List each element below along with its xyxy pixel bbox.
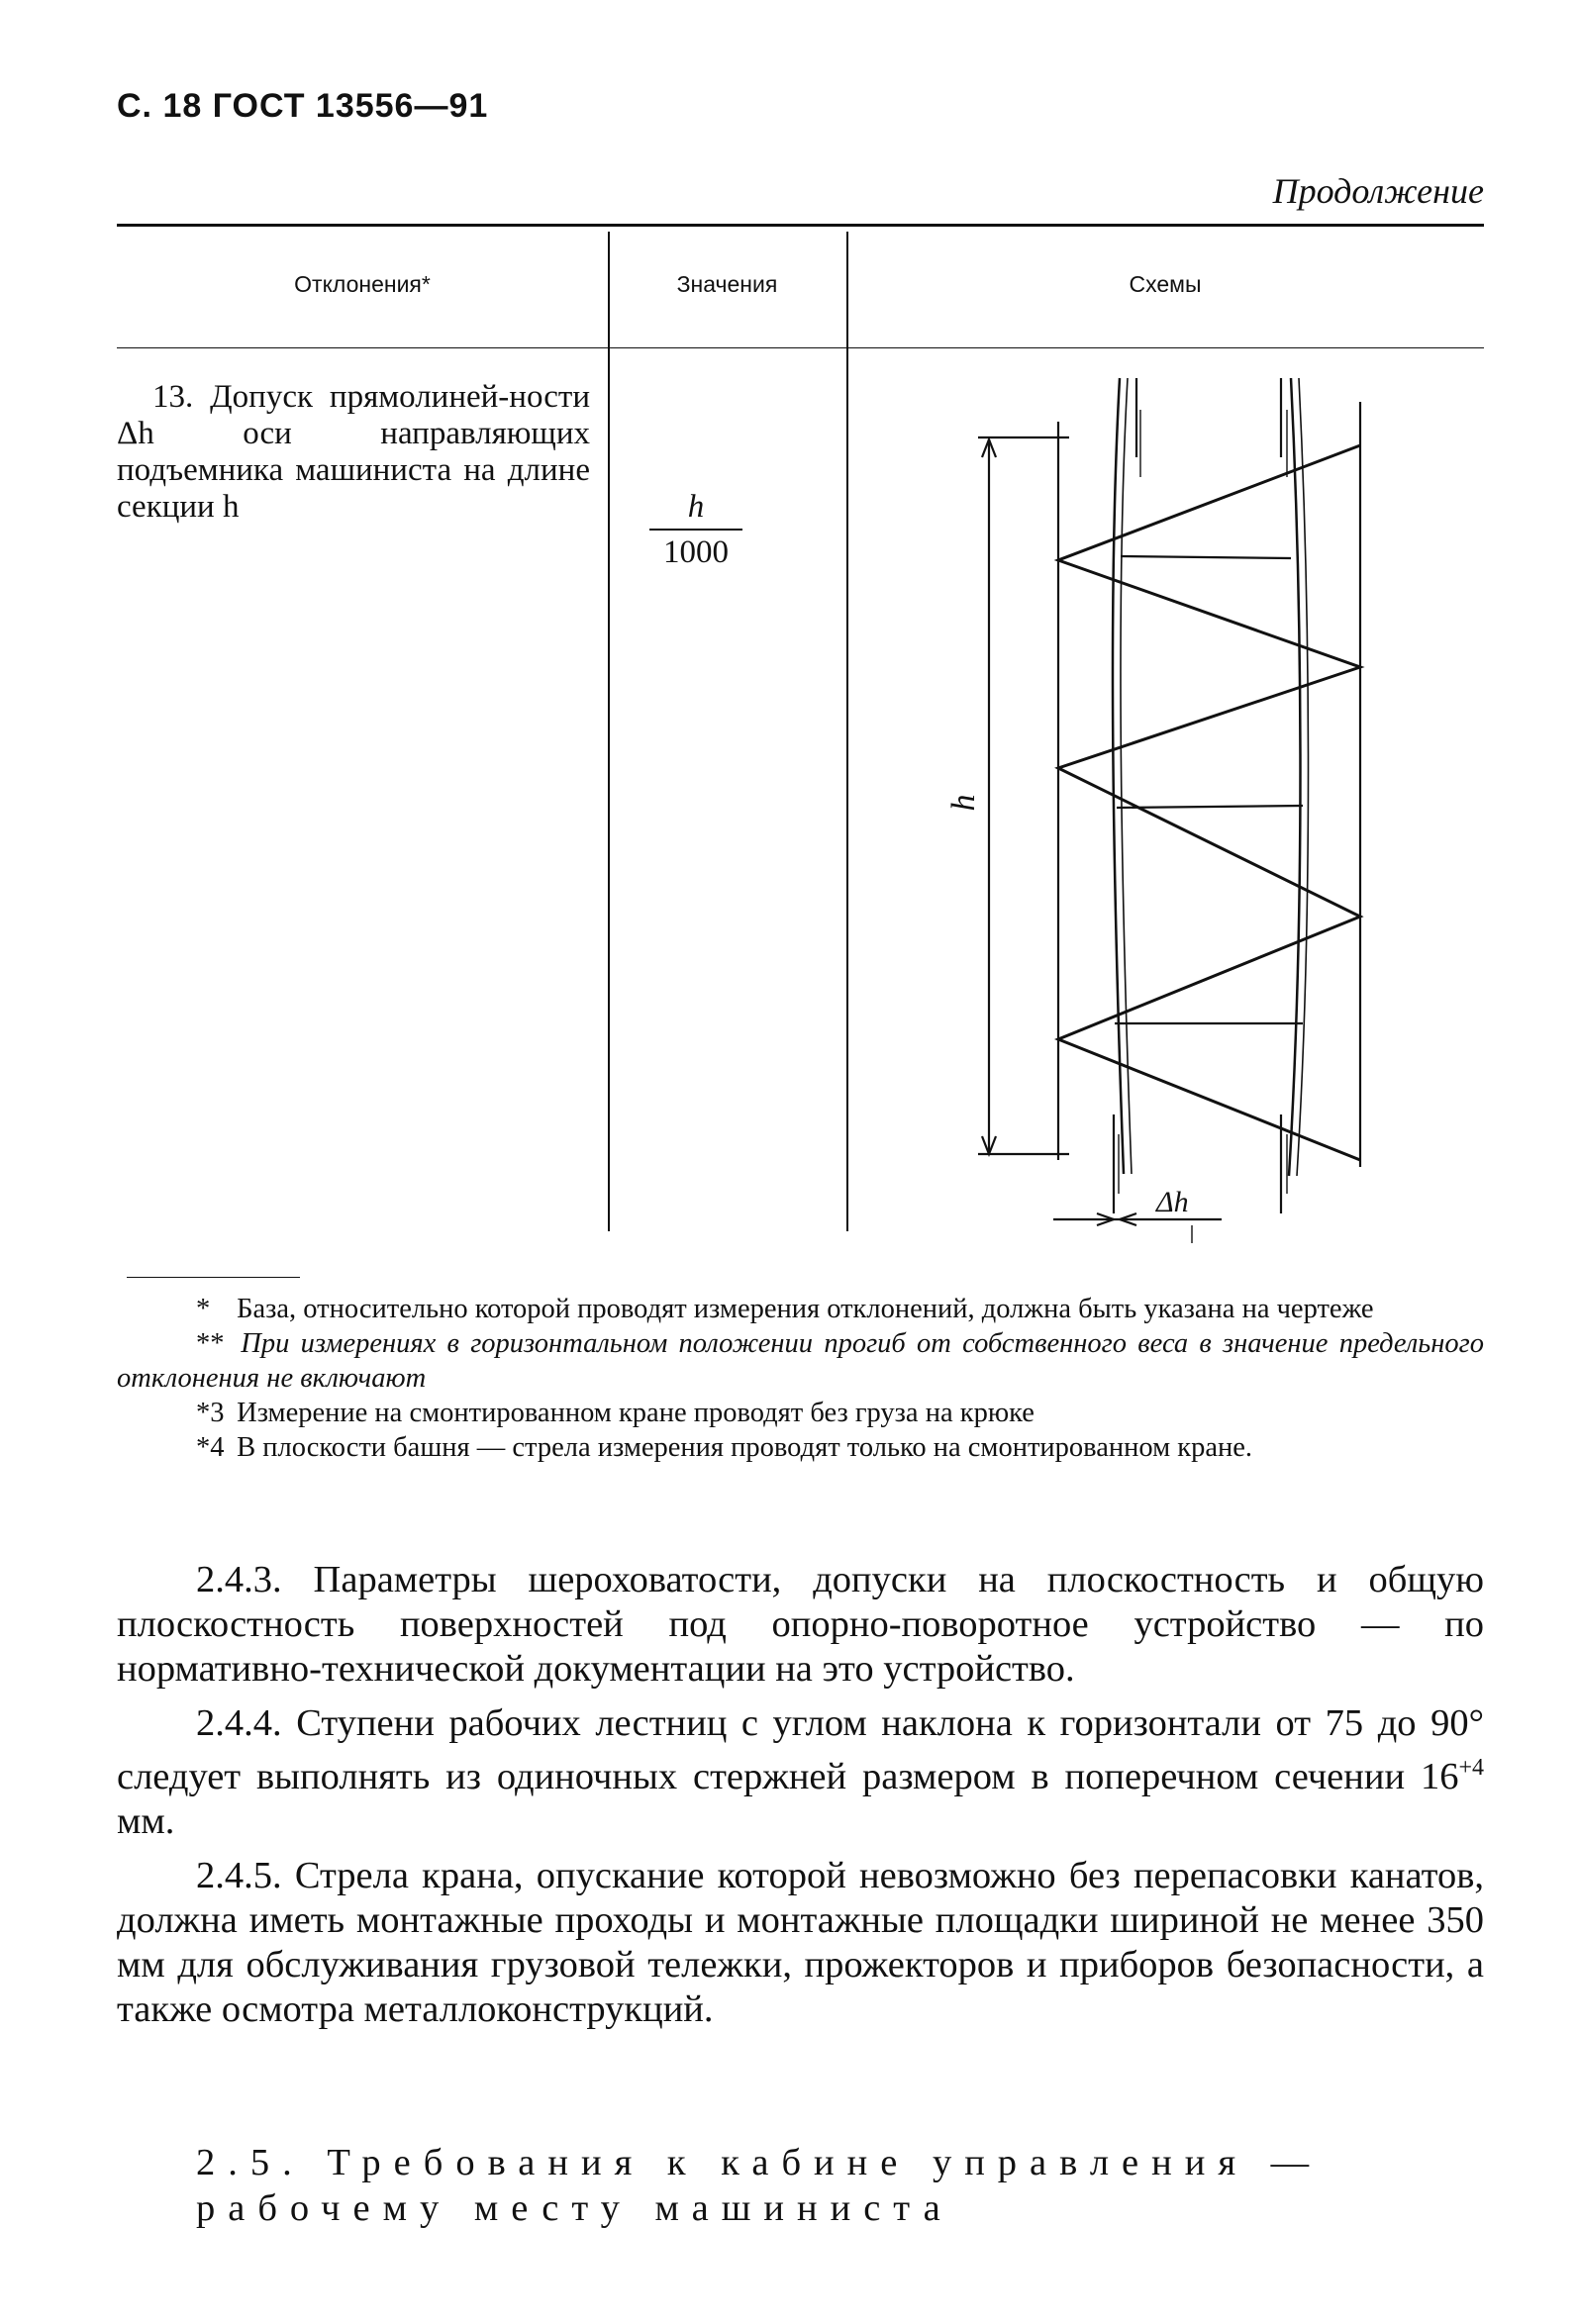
footnote xyxy=(117,1292,1484,1326)
paragraph-2-4-5 xyxy=(117,1854,1484,2032)
rung xyxy=(1117,806,1303,808)
paragraph-2-4-4 xyxy=(117,1701,1484,1844)
footnote xyxy=(117,1430,1484,1465)
footnote-text: При измерениях в горизонтальном положении прогиб от собственного веса в значение предельного отклонения не включают xyxy=(117,1328,1484,1394)
paragraph-tail: мм. xyxy=(117,1799,175,1842)
footnote xyxy=(117,1326,1484,1396)
footnote-separator xyxy=(127,1277,300,1278)
footnote xyxy=(117,1396,1484,1430)
paragraph-number: 2.4.4. xyxy=(196,1702,282,1744)
footnote-text: База, относительно которой проводят измерения отклонений, должна быть указана на чертеже xyxy=(237,1294,1374,1324)
lattice-zigzag xyxy=(1058,445,1360,1160)
column-header-deviations: Отклонения* xyxy=(294,271,431,297)
height-label: h xyxy=(945,794,982,812)
body-text xyxy=(117,1558,1484,2042)
right-guide-curve-inner xyxy=(1297,378,1309,1176)
paragraph-2-4-3 xyxy=(117,1558,1484,1692)
paragraph-text: Ступени рабочих лестниц с углом наклона к горизонтали от 75 до 90° следует выполнять из одиночных стержней размером в поперечном сечении 16 xyxy=(117,1702,1484,1797)
right-guide-curve xyxy=(1289,378,1301,1176)
footnote-marker: *4 xyxy=(196,1432,225,1463)
deviation-table xyxy=(117,224,1484,1243)
paragraph-number: 2.4.3. xyxy=(196,1559,282,1600)
section-heading xyxy=(196,2140,1483,2231)
footnotes xyxy=(117,1277,1484,1465)
left-guide-curve-inner xyxy=(1121,378,1132,1174)
footnote-marker: *3 xyxy=(196,1398,225,1428)
footnote-text: Измерение на смонтированном кране проводят без груза на крюке xyxy=(237,1398,1035,1428)
column-header-values: Значения xyxy=(676,271,778,297)
column-header-schemes: Схемы xyxy=(1129,271,1202,297)
paragraph-number: 2.4.5. xyxy=(196,1854,282,1896)
rung xyxy=(1121,556,1291,558)
section-number: 2.5. xyxy=(196,2142,305,2183)
paragraph-text: Параметры шероховатости, допуски на плоскостность и общую плоскостность поверхностей под опорно-поворотное устройство — по нормативно-технической документации на это устройство. xyxy=(117,1559,1485,1690)
fraction-numerator: h xyxy=(687,489,705,525)
footnote-marker: * xyxy=(196,1294,211,1324)
delta-label: Δh xyxy=(1156,1186,1189,1218)
straightness-scheme-diagram xyxy=(117,224,1484,1243)
fraction-denominator: 1000 xyxy=(663,534,729,570)
tolerance-superscript: +4 xyxy=(1458,1755,1484,1781)
continuation-label: Продолжение xyxy=(1272,171,1484,211)
section-title: Требования к кабине управления — рабочему месту машиниста xyxy=(196,2142,1323,2229)
deviation-text: 13. Допуск прямолиней-ности Δh оси направляющих подъемника машиниста на длине секции h xyxy=(117,379,590,525)
page-header: С. 18 ГОСТ 13556—91 xyxy=(117,87,489,125)
footnote-marker: ** xyxy=(196,1328,225,1359)
paragraph-text: Стрела крана, опускание которой невозможно без перепасовки канатов, должна иметь монтажные проходы и монтажные площадки шириной не менее 350 мм для обслуживания грузовой тележки, прожекторов и приборов безопасности, а также осмотра металлоконструкций. xyxy=(117,1854,1484,2030)
footnote-text: В плоскости башня — стрела измерения проводят только на смонтированном кране. xyxy=(237,1432,1253,1463)
